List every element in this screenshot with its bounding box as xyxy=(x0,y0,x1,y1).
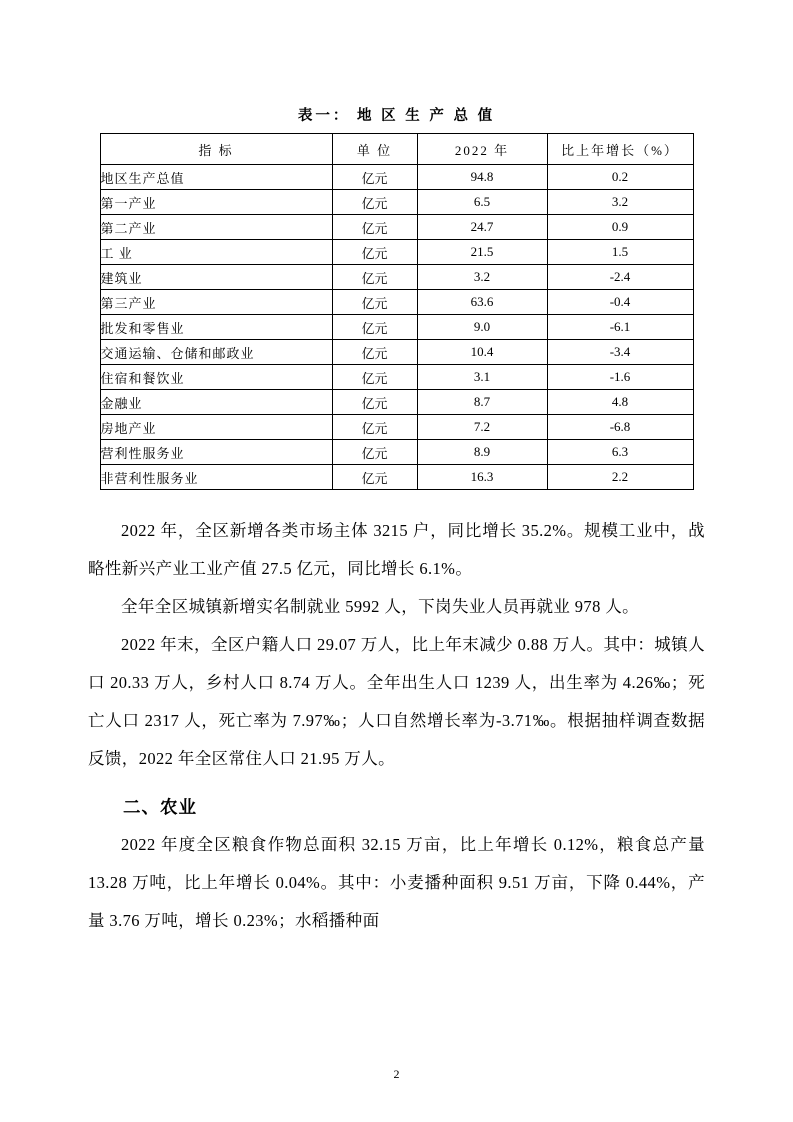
paragraph-agriculture: 2022 年度全区粮食作物总面积 32.15 万亩，比上年增长 0.12%，粮食总产量 13.28 万吨，比上年增长 0.04%。其中：小麦播种面积 9.51 万亩，下降 0.44%，产量 3.76 万吨，增长 0.23%；水稻播种面 xyxy=(88,835,705,930)
column-header-indicator: 指 标 xyxy=(100,134,332,165)
cell-growth: 2.2 xyxy=(547,465,693,490)
column-header-year: 2022 年 xyxy=(417,134,547,165)
paragraph-population: 2022 年末，全区户籍人口 29.07 万人，比上年末减少 0.88 万人。其中：城镇人口 20.33 万人，乡村人口 8.74 万人。全年出生人口 1239 人，出生率为 4.26‰；死亡人口 2317 人，死亡率为 7.97‰；人口自然增长率为-3.71‰。根据抽样调查数据反馈，2022 年全区常住人口 21.95 万人。 xyxy=(88,635,705,768)
table-row xyxy=(100,440,693,465)
cell-value: 16.3 xyxy=(417,465,547,490)
cell-growth: 0.2 xyxy=(547,165,693,190)
cell-unit: 亿元 xyxy=(332,240,417,265)
cell-indicator: 建筑业 xyxy=(100,265,332,290)
cell-indicator: 房地产业 xyxy=(100,415,332,440)
cell-unit: 亿元 xyxy=(332,415,417,440)
cell-value: 8.7 xyxy=(417,390,547,415)
table-row xyxy=(100,190,693,215)
cell-growth: 3.2 xyxy=(547,190,693,215)
cell-growth: 4.8 xyxy=(547,390,693,415)
column-header-growth: 比上年增长（%） xyxy=(547,134,693,165)
cell-growth: 1.5 xyxy=(547,240,693,265)
cell-unit: 亿元 xyxy=(332,190,417,215)
cell-indicator: 批发和零售业 xyxy=(100,315,332,340)
cell-indicator: 第三产业 xyxy=(100,290,332,315)
cell-unit: 亿元 xyxy=(332,340,417,365)
cell-growth: -2.4 xyxy=(547,265,693,290)
table-header-row xyxy=(100,134,693,165)
cell-unit: 亿元 xyxy=(332,390,417,415)
cell-value: 10.4 xyxy=(417,340,547,365)
section-heading-agriculture: 二、农业 xyxy=(123,797,197,817)
cell-value: 3.2 xyxy=(417,265,547,290)
table-row xyxy=(100,265,693,290)
table-row xyxy=(100,415,693,440)
table-row xyxy=(100,240,693,265)
cell-unit: 亿元 xyxy=(332,365,417,390)
gdp-statistics-table xyxy=(100,133,694,490)
table-row xyxy=(100,290,693,315)
cell-indicator: 金融业 xyxy=(100,390,332,415)
table-row xyxy=(100,465,693,490)
cell-unit: 亿元 xyxy=(332,215,417,240)
cell-growth: 0.9 xyxy=(547,215,693,240)
table-row xyxy=(100,365,693,390)
cell-indicator: 非营利性服务业 xyxy=(100,465,332,490)
cell-indicator: 工 业 xyxy=(100,240,332,265)
cell-value: 6.5 xyxy=(417,190,547,215)
page-number: 2 xyxy=(393,1067,400,1081)
cell-indicator: 地区生产总值 xyxy=(100,165,332,190)
cell-growth: -3.4 xyxy=(547,340,693,365)
table-row xyxy=(100,215,693,240)
cell-growth: -0.4 xyxy=(547,290,693,315)
column-header-unit: 单 位 xyxy=(332,134,417,165)
paragraph-employment: 全年全区城镇新增实名制就业 5992 人，下岗失业人员再就业 978 人。 xyxy=(121,597,640,616)
table-row xyxy=(100,165,693,190)
cell-indicator: 住宿和餐饮业 xyxy=(100,365,332,390)
table-row xyxy=(100,390,693,415)
table-body xyxy=(100,165,693,490)
cell-value: 21.5 xyxy=(417,240,547,265)
cell-value: 9.0 xyxy=(417,315,547,340)
cell-indicator: 第一产业 xyxy=(100,190,332,215)
table-row xyxy=(100,315,693,340)
cell-value: 63.6 xyxy=(417,290,547,315)
cell-unit: 亿元 xyxy=(332,465,417,490)
cell-value: 3.1 xyxy=(417,365,547,390)
cell-value: 24.7 xyxy=(417,215,547,240)
cell-indicator: 交通运输、仓储和邮政业 xyxy=(100,340,332,365)
cell-unit: 亿元 xyxy=(332,265,417,290)
cell-growth: -6.8 xyxy=(547,415,693,440)
cell-unit: 亿元 xyxy=(332,315,417,340)
cell-value: 8.9 xyxy=(417,440,547,465)
cell-unit: 亿元 xyxy=(332,290,417,315)
cell-indicator: 营利性服务业 xyxy=(100,440,332,465)
cell-value: 7.2 xyxy=(417,415,547,440)
cell-unit: 亿元 xyxy=(332,165,417,190)
cell-unit: 亿元 xyxy=(332,440,417,465)
table-row xyxy=(100,340,693,365)
cell-indicator: 第二产业 xyxy=(100,215,332,240)
cell-value: 94.8 xyxy=(417,165,547,190)
paragraph-market-entities: 2022 年，全区新增各类市场主体 3215 户，同比增长 35.2%。规模工业中，战略性新兴产业工业产值 27.5 亿元，同比增长 6.1%。 xyxy=(88,521,705,578)
cell-growth: -1.6 xyxy=(547,365,693,390)
cell-growth: 6.3 xyxy=(547,440,693,465)
cell-growth: -6.1 xyxy=(547,315,693,340)
table-caption: 表一： 地 区 生 产 总 值 xyxy=(297,108,496,124)
